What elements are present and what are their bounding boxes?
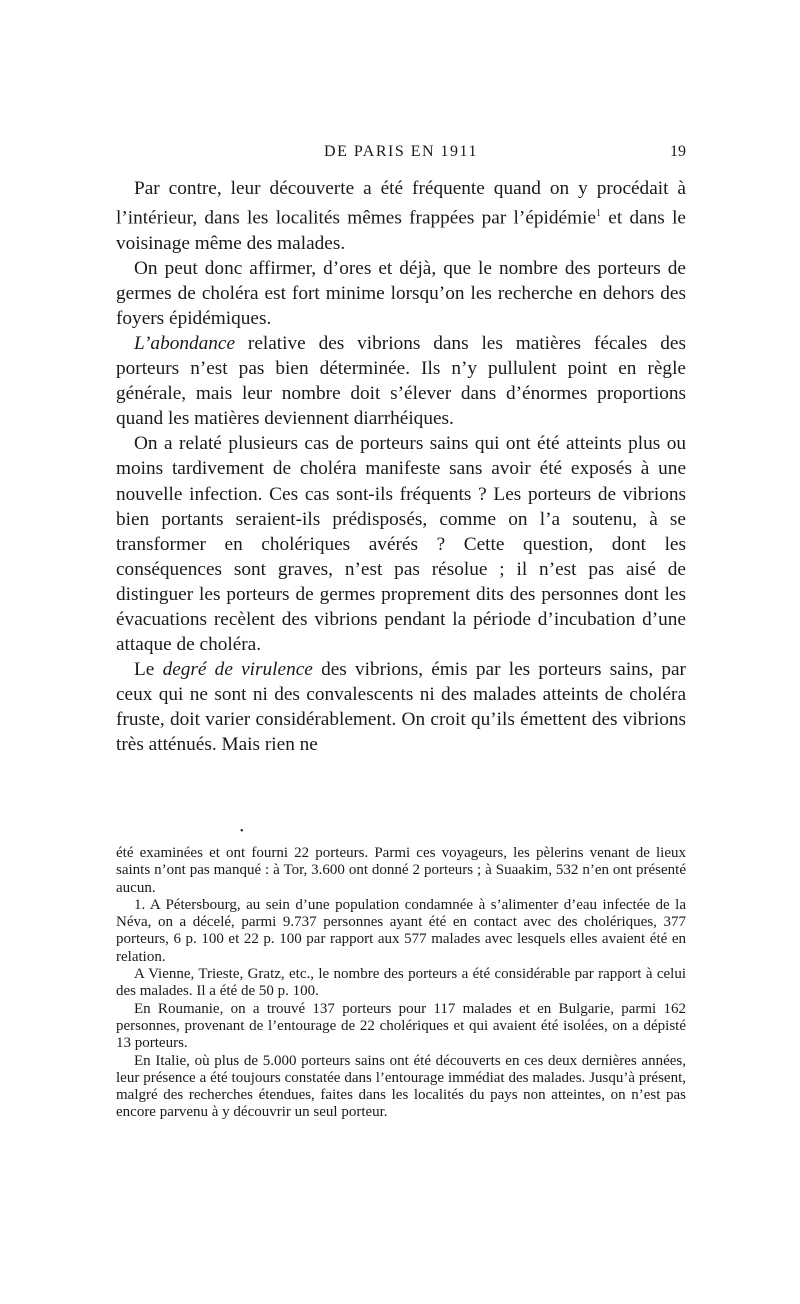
paragraph-1-text: Par contre, leur découverte a été fréquente quand on y procédait à l’intérieur, dans les localités mêmes frappées par l’épidémie <box>116 178 686 229</box>
paragraph-3-text: relative des vibrions dans les matières fécales des porteurs n’est pas bien déterminée. Ils n’y pullulent point en règle générale, mais leur nombre doit s’élever dans d’énormes proportions quand les matières deviennent diarrhéiques. <box>116 332 686 430</box>
footnote-carryover: été examinées et ont fourni 22 porteurs. Parmi ces voyageurs, les pèlerins venant de lieux saints n’ont pas manqué : à Tor, 3.600 ont donné 2 porteurs ; à Suaakim, 532 n’en ont présenté aucun. <box>116 845 686 896</box>
paragraph-5-lead: Le <box>134 659 163 681</box>
page-header <box>116 143 686 167</box>
footnote-1: 1. A Pétersbourg, au sein d’une population condamnée à s’alimenter d’eau infectée de la Néva, on a décelé, parmi 9.737 personnes ayant été en contact avec des cholériques, 377 porteurs, 6 p. 100 et 22 p. 100 par rapport aux 577 malades avec lesquels elles avaient été en relation. <box>116 896 686 965</box>
footnote-roumanie: En Roumanie, on a trouvé 137 porteurs pour 117 malades et en Bulgarie, parmi 162 personnes, provenant de l’entourage de 22 cholériques et qui avaient été isolées, on a dépisté 13 porteurs. <box>116 1000 686 1052</box>
main-text <box>116 176 686 758</box>
emphasis-abondance: L’abondance <box>134 332 236 354</box>
paragraph-1-tail: et dans le voisinage même des malades. <box>116 207 686 254</box>
footnotes <box>116 845 686 1122</box>
paragraph-3 <box>116 331 686 431</box>
paragraph-2: On peut donc affirmer, d’ores et déjà, que le nombre des porteurs de germes de choléra est fort minime lorsqu’on les recherche en dehors des foyers épidémiques. <box>116 257 686 329</box>
footnote-vienne: A Vienne, Trieste, Gratz, etc., le nombre des porteurs a été considérable par rapport à celui des malades. Il a été de 50 p. 100. <box>116 966 686 1000</box>
footnote-italie: En Italie, où plus de 5.000 porteurs sains ont été découverts en ces deux dernières années, leur présence a été toujours constatée dans l’entourage immédiat des malades. Jusqu’à présent, malgré des recherches étendues, faites dans les localités du pays non atteintes, on n’est pas encore parvenu à y découvrir un seul porteur. <box>116 1052 686 1121</box>
page-number: 19 <box>670 143 686 160</box>
paragraph-4: On a relaté plusieurs cas de porteurs sains qui ont été atteints plus ou moins tardivement de choléra manifeste sans avoir été exposés à une nouvelle infection. Ces cas sont-ils fréquents ? Les porteurs de vibrions bien portants seraient-ils prédisposés, comme on l’a soutenu, à se transformer en cholériques avérés ? Cette question, dont les conséquences sont graves, n’est pas résolue ; il n’est pas aisé de distinguer les porteurs de germes proprement dits des personnes dont les évacuations recèlent des vibrions pendant la période d’incubation d’une attaque de choléra. <box>116 433 686 656</box>
footnote-ref: 1 <box>596 208 602 220</box>
paragraph-5 <box>116 657 686 757</box>
paragraph-5-text: des vibrions, émis par les porteurs sains, par ceux qui ne sont ni des convalescents ni des malades atteints de choléra fruste, doit varier considérablement. On croit qu’ils émettent des vibrions très atténués. Mais rien ne <box>116 659 686 756</box>
emphasis-degre-de-virulence: degré de virulence <box>162 659 313 681</box>
running-title: DE PARIS EN 1911 <box>324 143 478 160</box>
footnote-separator-mark: • <box>240 826 244 837</box>
paragraph-1 <box>116 176 686 256</box>
